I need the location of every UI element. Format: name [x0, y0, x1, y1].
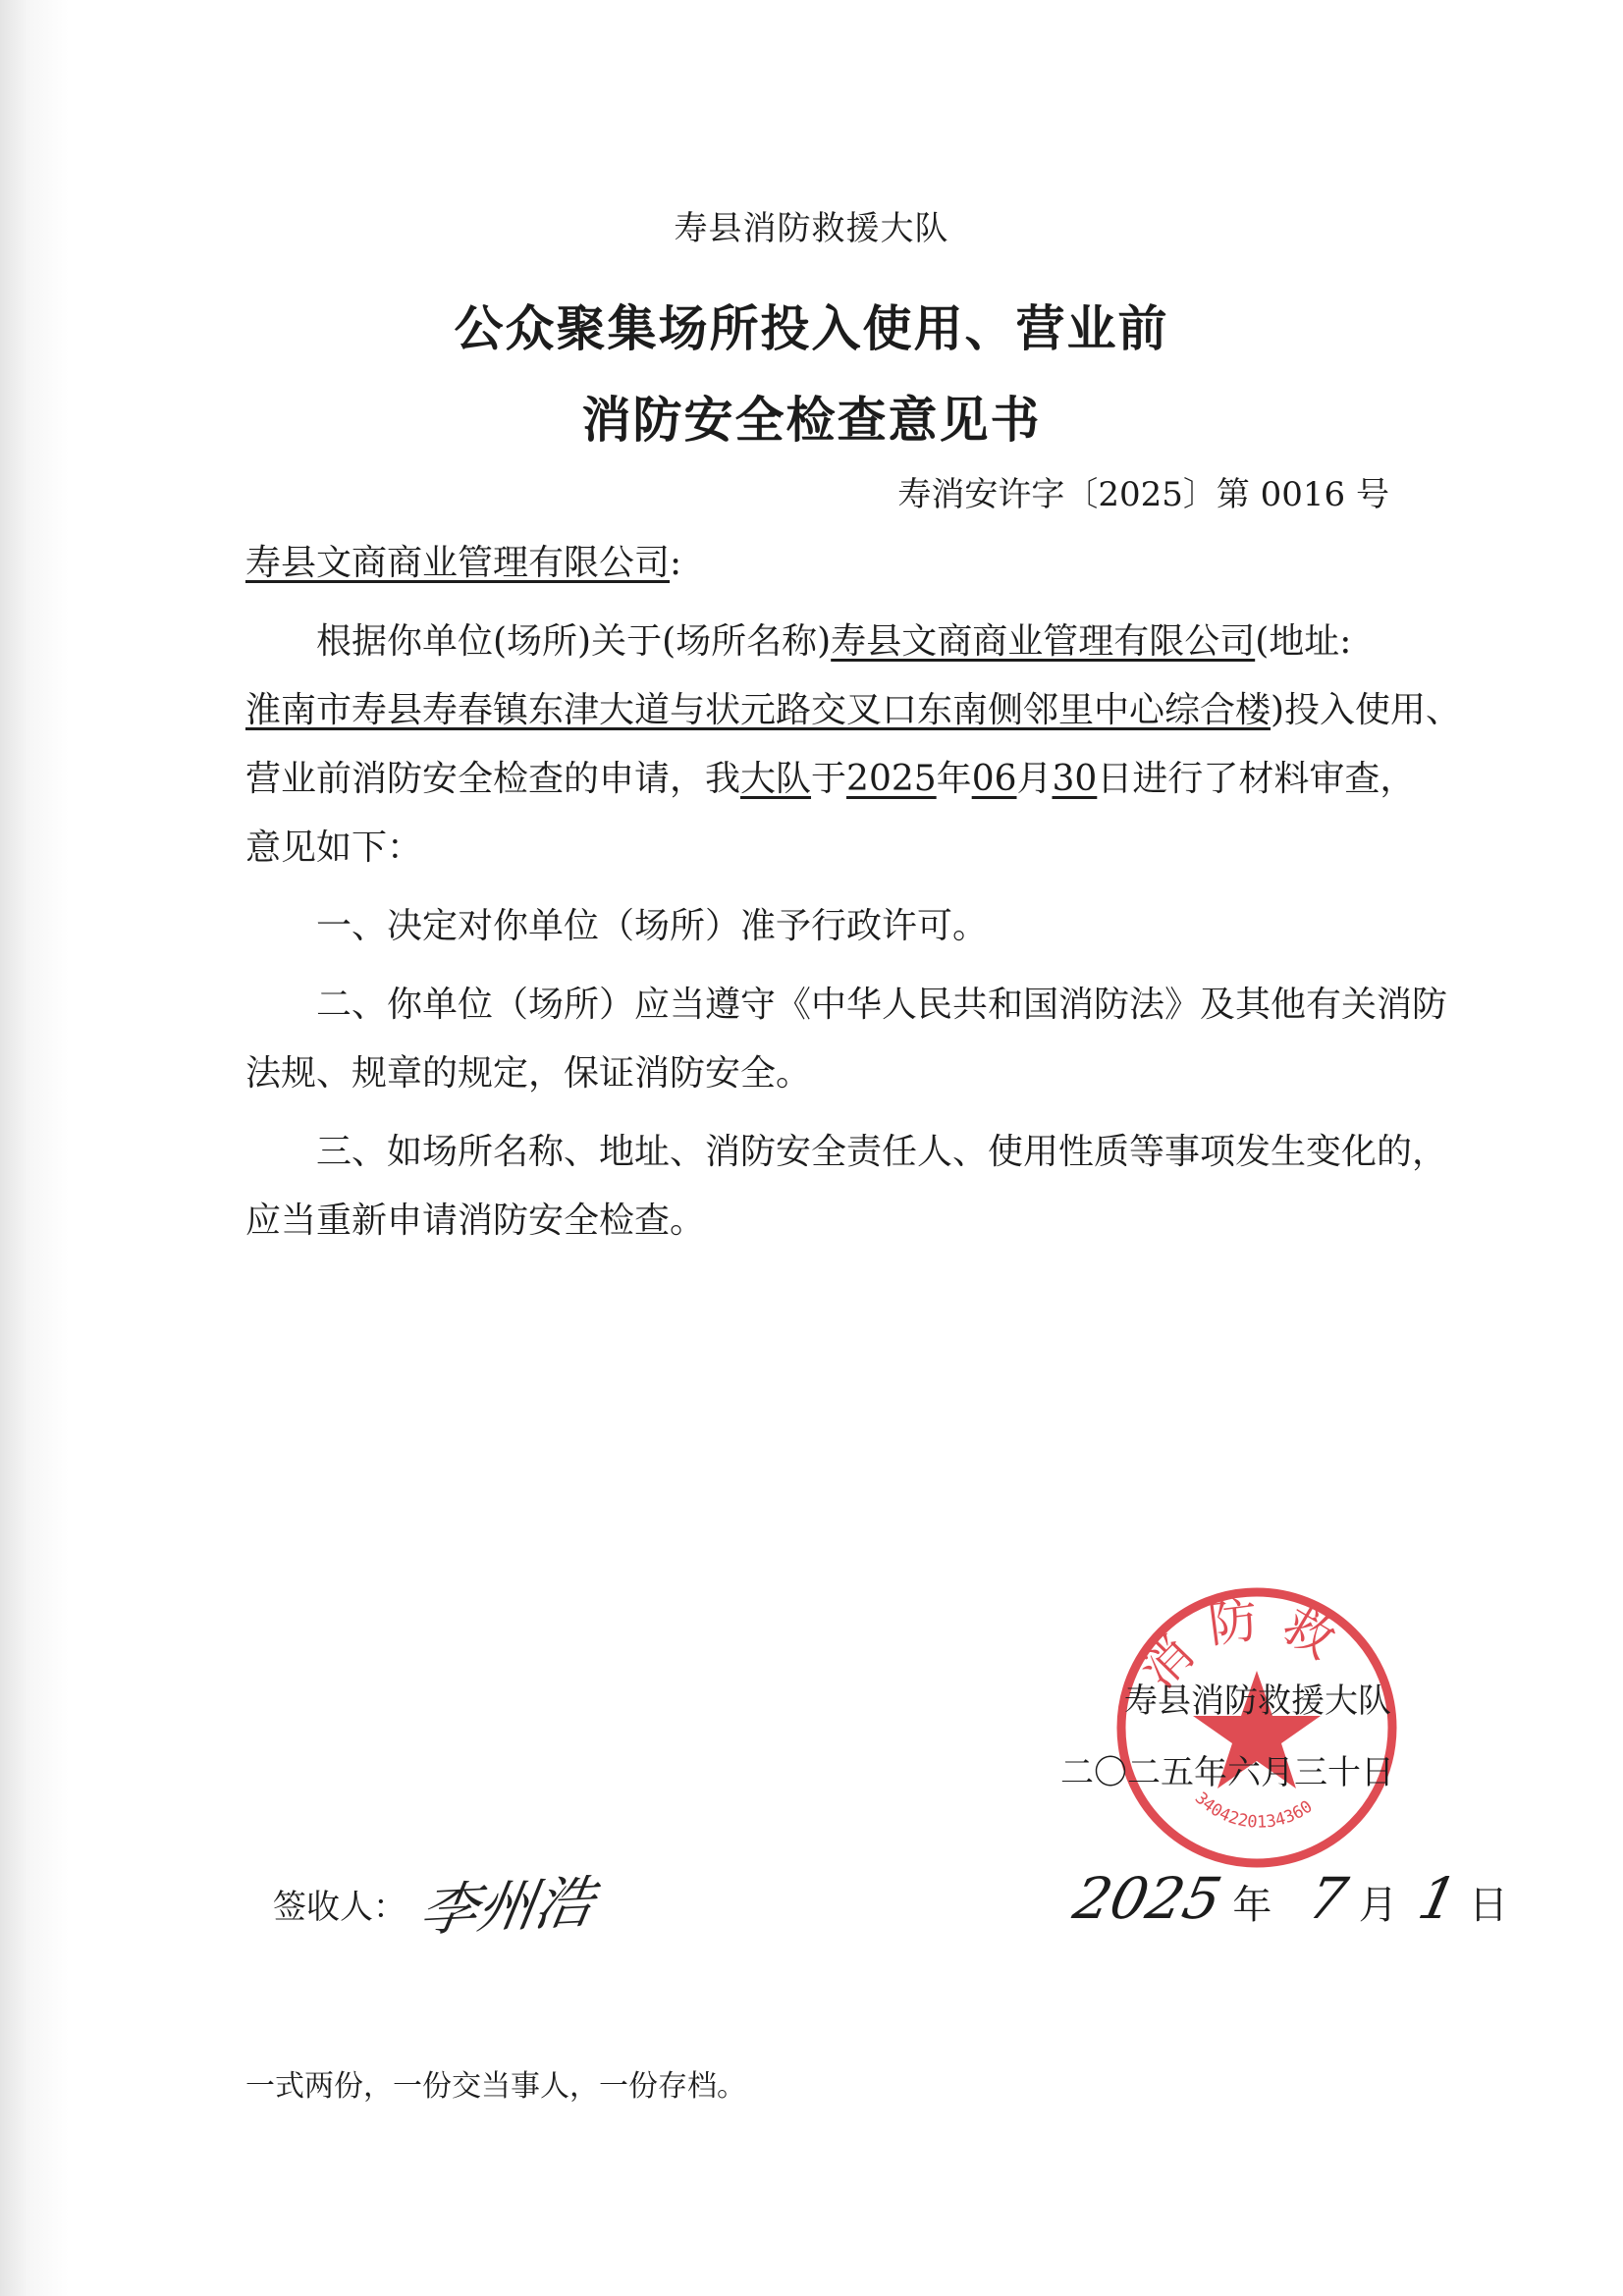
receipt-day: 1 [1413, 1865, 1464, 1932]
recipient-name: 寿县文商商业管理有限公司 [245, 543, 671, 583]
issuer-name: 寿县消防救援大队 [1124, 1682, 1391, 1721]
document-number: 寿消安许字〔2025〕第 0016 号 [897, 475, 1389, 514]
item-2-line1: 二、你单位（场所）应当遵守《中华人民共和国消防法》及其他有关消防 [316, 985, 1448, 1025]
item-1: 一、决定对你单位（场所）准予行政许可。 [316, 906, 989, 946]
paragraph-1-line3: 营业前消防安全检查的申请，我大队于2025年06月30日进行了材料审查， [245, 759, 1416, 799]
review-month: 06 [971, 759, 1017, 799]
receipt-month: 7 [1302, 1865, 1354, 1932]
svg-text:消防救: 消防救 [1129, 1588, 1361, 1700]
recipient-line: 寿县文商商业管理有限公司: [245, 543, 682, 583]
item-2-line2: 法规、规章的规定，保证消防安全。 [245, 1053, 812, 1094]
paragraph-1-line2: 淮南市寿县寿春镇东津大道与状元路交叉口东南侧邻里中心综合楼)投入使用、 [245, 690, 1462, 730]
paragraph-1-line1: 根据你单位(场所)关于(场所名称)寿县文商商业管理有限公司(地址: [316, 621, 1352, 662]
receipt-date: 2025 年 7 月 1 日 [1067, 1865, 1509, 1932]
item-3-line1: 三、如场所名称、地址、消防安全责任人、使用性质等事项发生变化的， [316, 1132, 1448, 1172]
review-day: 30 [1052, 759, 1098, 799]
issue-date: 二〇二五年六月三十日 [1060, 1753, 1394, 1792]
receiver-signature: 李州浩 [414, 1868, 599, 1945]
svg-text:3404220134360: 3404220134360 [1190, 1789, 1317, 1833]
copies-note: 一式两份，一份交当事人，一份存档。 [245, 2069, 746, 2104]
paragraph-1-line4: 意见如下： [245, 828, 423, 868]
document-title-line1: 公众聚集场所投入使用、营业前 [454, 300, 1169, 357]
official-seal-icon [1109, 1580, 1404, 1875]
review-year: 2025 [846, 759, 937, 799]
document-title-line2: 消防安全检查意见书 [581, 392, 1042, 449]
place-name: 寿县文商商业管理有限公司 [831, 621, 1256, 662]
place-address: 淮南市寿县寿春镇东津大道与状元路交叉口东南侧邻里中心综合楼 [245, 690, 1271, 730]
item-3-line2: 应当重新申请消防安全检查。 [245, 1201, 706, 1241]
agency-name: 寿县消防救援大队 [674, 209, 949, 248]
receiver-label: 签收人： [273, 1888, 406, 1927]
receipt-year: 2025 [1067, 1865, 1227, 1932]
